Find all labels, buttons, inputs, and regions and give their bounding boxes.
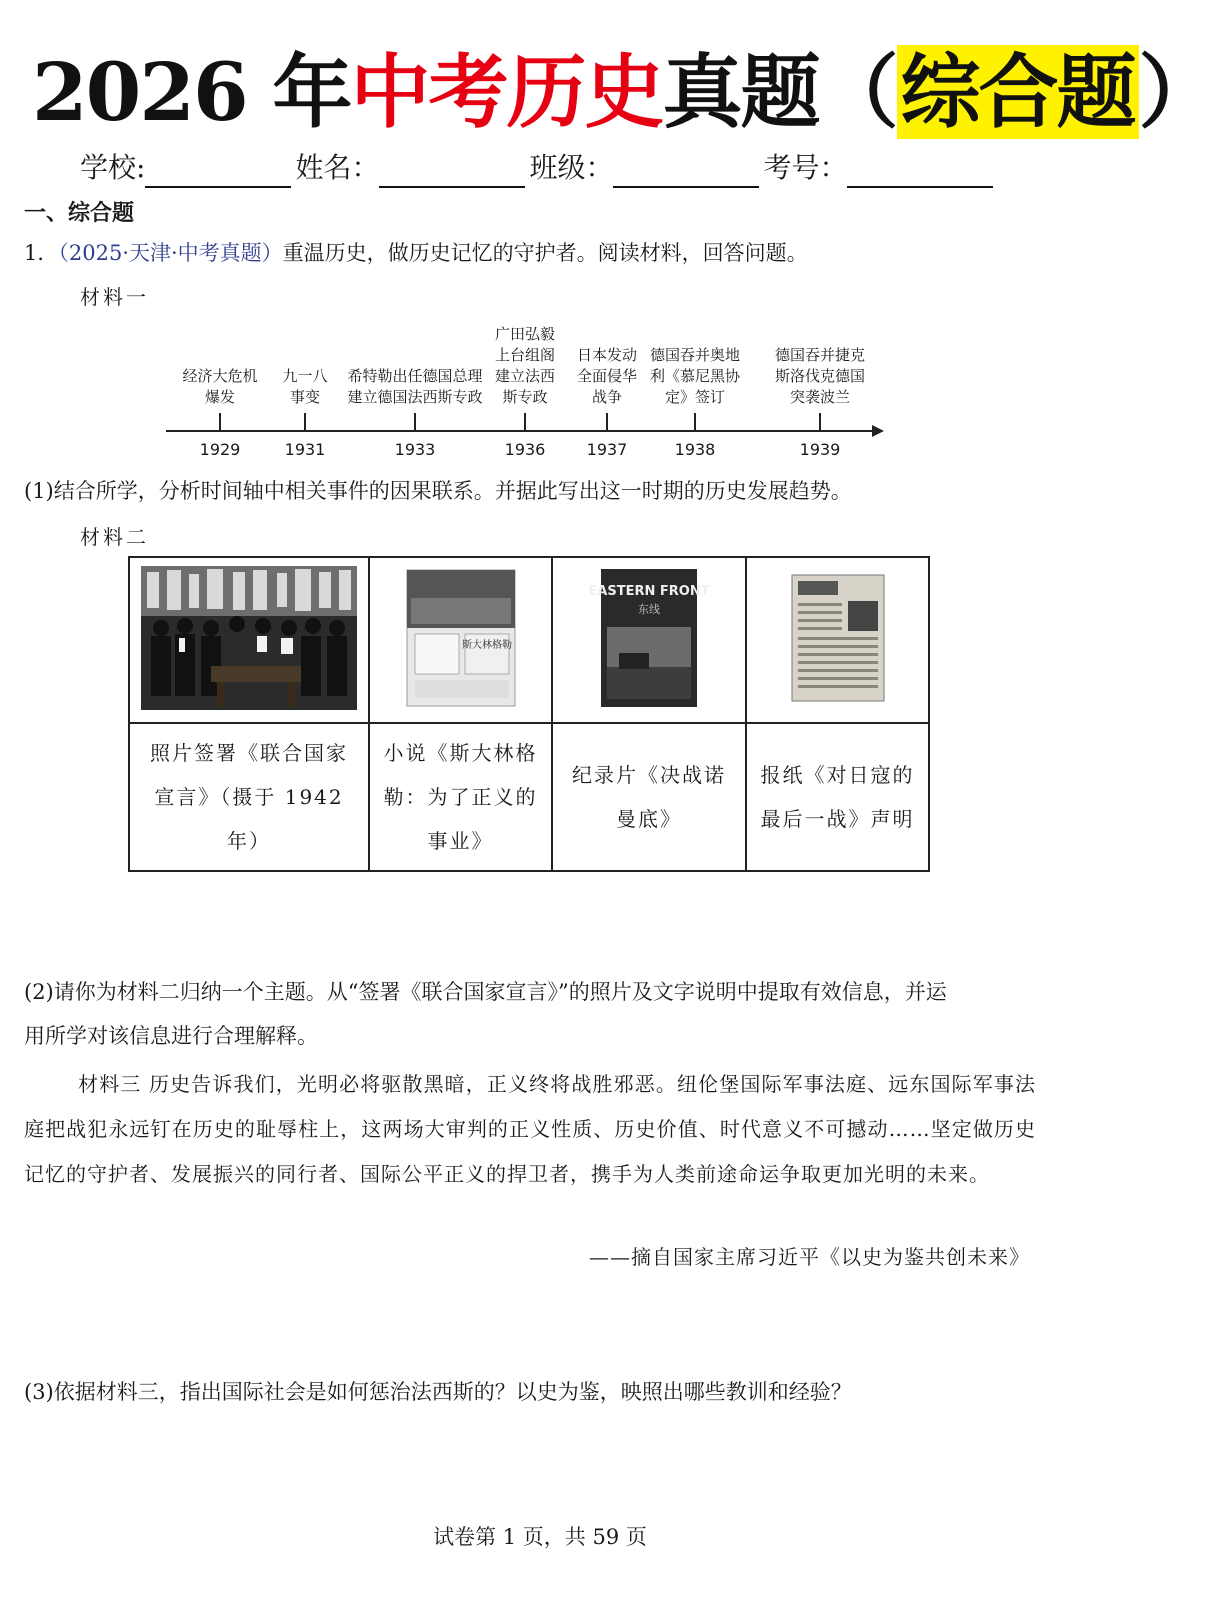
material-2-table — [128, 556, 930, 872]
documentary-title: EASTERN FRONT — [588, 584, 710, 599]
novel-book-cover — [405, 568, 517, 708]
timeline-event-line: 爆发 — [204, 388, 236, 406]
timeline-event — [282, 366, 327, 408]
newspaper-image — [790, 573, 886, 703]
material-3-source: ——摘自国家主席习近平《以史为鉴共创未来》 — [589, 1245, 1030, 1269]
documentary-cover — [588, 567, 710, 709]
signing-photo — [141, 566, 357, 710]
documentary-cell — [552, 557, 746, 723]
timeline-event-line: 定》签订 — [664, 388, 726, 406]
timeline-year: 1939 — [799, 440, 841, 459]
timeline-tick — [304, 413, 306, 431]
name-field[interactable] — [379, 156, 525, 188]
sub-question-2-line1: (2)请你为材料二归纳一个主题。从“签署《联合国家宣言》”的照片及文字说明中提取有效信息，并运 — [24, 980, 947, 1004]
caption-line: 照片签署《联合国家 — [150, 741, 348, 765]
timeline — [160, 320, 890, 470]
timeline-event-line: 日本发动 — [576, 346, 638, 364]
timeline-year: 1929 — [199, 440, 241, 459]
material-2-caption — [746, 723, 929, 871]
timeline-event-line: 德国吞并捷克 — [774, 346, 866, 364]
sub-question-1: (1)结合所学，分析时间轴中相关事件的因果联系。并据此写出这一时期的历史发展趋势。 — [24, 479, 852, 503]
timeline-arrow-icon — [872, 425, 884, 437]
timeline-event-line: 突袭波兰 — [789, 388, 851, 406]
novel-title: 斯大林格勒 — [461, 640, 512, 651]
timeline-tick — [414, 413, 416, 431]
sub-question-2 — [24, 970, 1060, 1058]
novel-cell — [369, 557, 552, 723]
title-red: 中考历史 — [350, 45, 663, 139]
timeline-event-line: 斯专政 — [502, 388, 548, 406]
question-stem: 重温历史，做历史记忆的守护者。阅读材料，回答问题。 — [282, 241, 808, 265]
timeline-tick — [694, 413, 696, 431]
name-label: 姓名： — [295, 151, 380, 184]
newspaper-cell — [746, 557, 929, 723]
material-3-text — [24, 1062, 1036, 1197]
timeline-event-line: 上台组阁 — [494, 346, 556, 364]
timeline-event-line: 希特勒出任德国总理 — [347, 367, 483, 385]
timeline-year: 1938 — [674, 440, 716, 459]
page-title — [32, 42, 1217, 142]
timeline-event-line: 建立法西 — [494, 367, 556, 385]
title-year: 2026 年 — [32, 45, 351, 139]
timeline-event-line: 利《慕尼黑协 — [649, 367, 741, 385]
number-field[interactable] — [847, 156, 993, 188]
question-source-link[interactable]: （2025·天津·中考真题） — [58, 241, 283, 265]
school-label: 学校: — [80, 151, 146, 184]
timeline-event — [182, 366, 257, 408]
timeline-tick — [819, 413, 821, 431]
timeline-event-line: 建立德国法西斯专政 — [347, 388, 483, 406]
timeline-event-line: 经济大危机 — [182, 367, 258, 385]
caption-line: 宣言》（摄于 1942 年） — [154, 785, 344, 853]
timeline-tick — [524, 413, 526, 431]
caption-line: 勒：为了正义的 — [383, 785, 538, 809]
timeline-event — [650, 345, 740, 408]
question-number: 1． — [24, 241, 59, 265]
page-footer: 试卷第 1 页，共 59 页 — [433, 1525, 647, 1549]
title-highlight: 综合题 — [897, 45, 1139, 139]
class-field[interactable] — [613, 156, 759, 188]
student-info-row — [80, 148, 1060, 188]
timeline-event-line: 斯洛伐克德国 — [774, 367, 866, 385]
sub-question-2-line2: 用所学对该信息进行合理解释。 — [24, 1024, 318, 1048]
caption-line: 事业》 — [427, 829, 494, 853]
timeline-year: 1931 — [284, 440, 326, 459]
number-label: 考号： — [763, 151, 848, 184]
title-close: ） — [1138, 45, 1217, 139]
timeline-event-line: 战争 — [591, 388, 623, 406]
material-2-caption — [552, 723, 746, 871]
material-2-caption — [369, 723, 552, 871]
timeline-event — [347, 366, 482, 408]
timeline-event — [495, 324, 555, 408]
timeline-event-line: 事变 — [289, 388, 321, 406]
school-field[interactable] — [145, 156, 291, 188]
timeline-event-line: 九一八 — [282, 367, 328, 385]
timeline-event-line: 德国吞并奥地 — [649, 346, 741, 364]
photo-cell — [129, 557, 369, 723]
timeline-axis — [166, 430, 874, 432]
caption-line: 报纸《对日寇的 — [760, 763, 915, 787]
timeline-event — [577, 345, 637, 408]
material-3-body: 材料三 历史告诉我们，光明必将驱散黑暗，正义终将战胜邪恶。纽伦堡国际军事法庭、远东国际军事法庭把战犯永远钉在历史的耻辱柱上，这两场大审判的正义性质、历史价值、时代意义不可撼动……坚定做历史记忆的守护者、发展振兴的同行者、国际公平正义的捍卫者，携手为人类前途命运争取更加光明的未来。 — [24, 1072, 1036, 1186]
timeline-year: 1933 — [394, 440, 436, 459]
section-heading: 一、综合题 — [24, 200, 135, 226]
class-label: 班级： — [529, 151, 614, 184]
timeline-event — [775, 345, 865, 408]
material-1-label: 材料一 — [80, 285, 149, 309]
timeline-year: 1936 — [504, 440, 546, 459]
timeline-event-line: 全面侵华 — [576, 367, 638, 385]
caption-line: 最后一战》声明 — [760, 807, 915, 831]
question-1-stem — [24, 238, 808, 268]
material-2-label: 材料二 — [80, 525, 149, 549]
caption-line: 小说《斯大林格 — [383, 741, 538, 765]
caption-line: 纪录片《决战诺 — [572, 763, 726, 787]
timeline-tick — [606, 413, 608, 431]
caption-line: 曼底》 — [616, 807, 682, 831]
timeline-tick — [219, 413, 221, 431]
documentary-subtitle: 东线 — [638, 603, 660, 616]
title-black: 真题（ — [662, 45, 897, 139]
timeline-event-line: 广田弘毅 — [494, 325, 556, 343]
material-2-caption — [129, 723, 369, 871]
timeline-year: 1937 — [586, 440, 628, 459]
sub-question-3: (3)依据材料三，指出国际社会是如何惩治法西斯的？以史为鉴，映照出哪些教训和经验？ — [24, 1380, 852, 1404]
